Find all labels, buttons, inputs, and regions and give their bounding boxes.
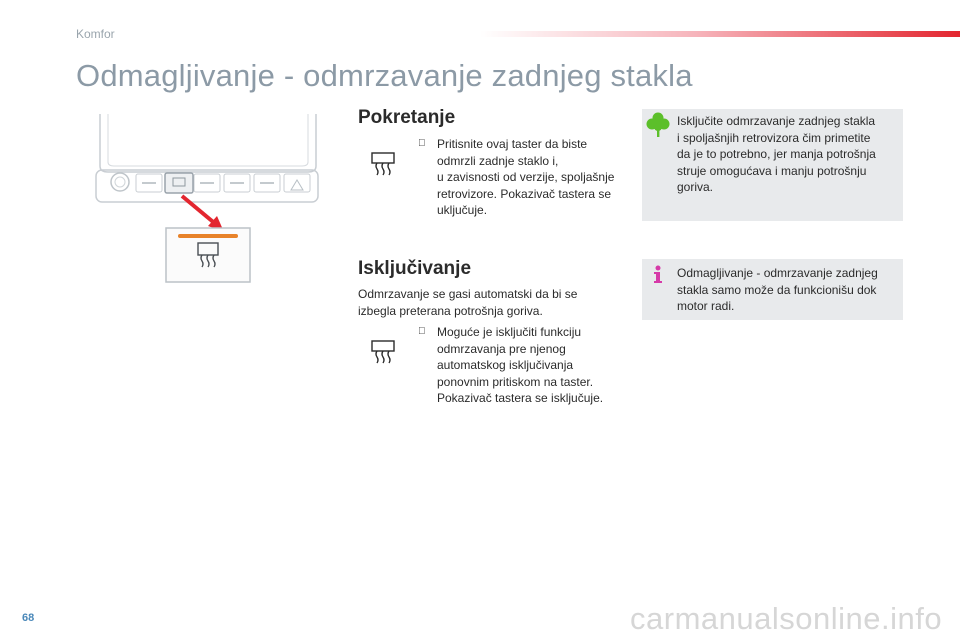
hazard-icon: [291, 180, 303, 190]
start-line: Pritisnite ovaj taster da biste: [437, 137, 588, 151]
eco-tip-line: Isključite odmrzavanje zadnjeg stakla: [677, 114, 876, 128]
page-number: 68: [22, 612, 35, 624]
eco-clover-icon: [646, 112, 670, 138]
start-line: u zavisnosti od verzije, spoljašnje: [437, 170, 615, 184]
stop-line: odmrzavanja pre njenog: [437, 341, 566, 356]
start-instruction: [437, 136, 627, 219]
eco-tip-line: i spoljašnjih retrovizora čim primetite: [677, 130, 871, 145]
start-bullet: [418, 138, 426, 149]
volume-knob-inner: [115, 177, 125, 187]
stop-line: Pokazivač tastera se isključuje.: [437, 391, 604, 405]
stop-heading: Isključivanje: [358, 258, 472, 279]
start-line: uključuje.: [437, 203, 488, 217]
watermark: carmanualsonline.info: [630, 601, 943, 636]
eco-tip-line: da je to potrebno, jer manja potrošnja: [677, 147, 876, 161]
rear-defrost-button-highlight: [165, 173, 193, 193]
stop-line: ponovnim pritiskom na taster.: [437, 374, 594, 389]
stop-line: Moguće je isključiti funkciju: [437, 325, 582, 339]
header-accent-bar: [480, 31, 960, 37]
rear-defrost-icon: [368, 150, 398, 176]
start-line: retrovizore. Pokazivač tastera se: [437, 186, 612, 201]
info-note-text: [677, 265, 899, 315]
volume-knob: [111, 173, 129, 191]
start-line: odmrzli zadnje staklo i,: [437, 153, 559, 168]
stop-bullet: [418, 326, 426, 337]
stop-intro-line: izbegla preterana potrošnja goriva.: [358, 303, 543, 318]
info-note-line: motor radi.: [677, 299, 735, 313]
stop-intro-line: Odmrzavanje se gasi automatski da bi se: [358, 287, 578, 301]
info-note-line: stakla samo može da funkcionišu dok: [677, 282, 877, 297]
stop-intro: [358, 286, 608, 319]
screen-frame: [100, 114, 316, 172]
rear-defrost-icon: [368, 338, 398, 364]
screen-inner-frame: [108, 114, 308, 166]
defrost-indicator-light: [178, 234, 238, 238]
dashboard-illustration: [90, 110, 330, 290]
section-label: Komfor: [76, 27, 115, 41]
start-heading: Pokretanje: [358, 107, 456, 128]
stop-line: automatskog isključivanja: [437, 358, 574, 372]
eco-tip-text: [677, 113, 899, 196]
eco-tip-line: goriva.: [677, 180, 714, 194]
eco-tip-line: struje omogućava i manju potrošnju: [677, 163, 867, 178]
info-icon: [652, 265, 664, 285]
hazard-button: [284, 174, 310, 192]
page-title: Odmagljivanje - odmrzavanje zadnjeg stakla: [76, 58, 693, 93]
stop-instruction: [437, 324, 627, 407]
info-note-line: Odmagljivanje - odmrzavanje zadnjeg: [677, 266, 878, 280]
